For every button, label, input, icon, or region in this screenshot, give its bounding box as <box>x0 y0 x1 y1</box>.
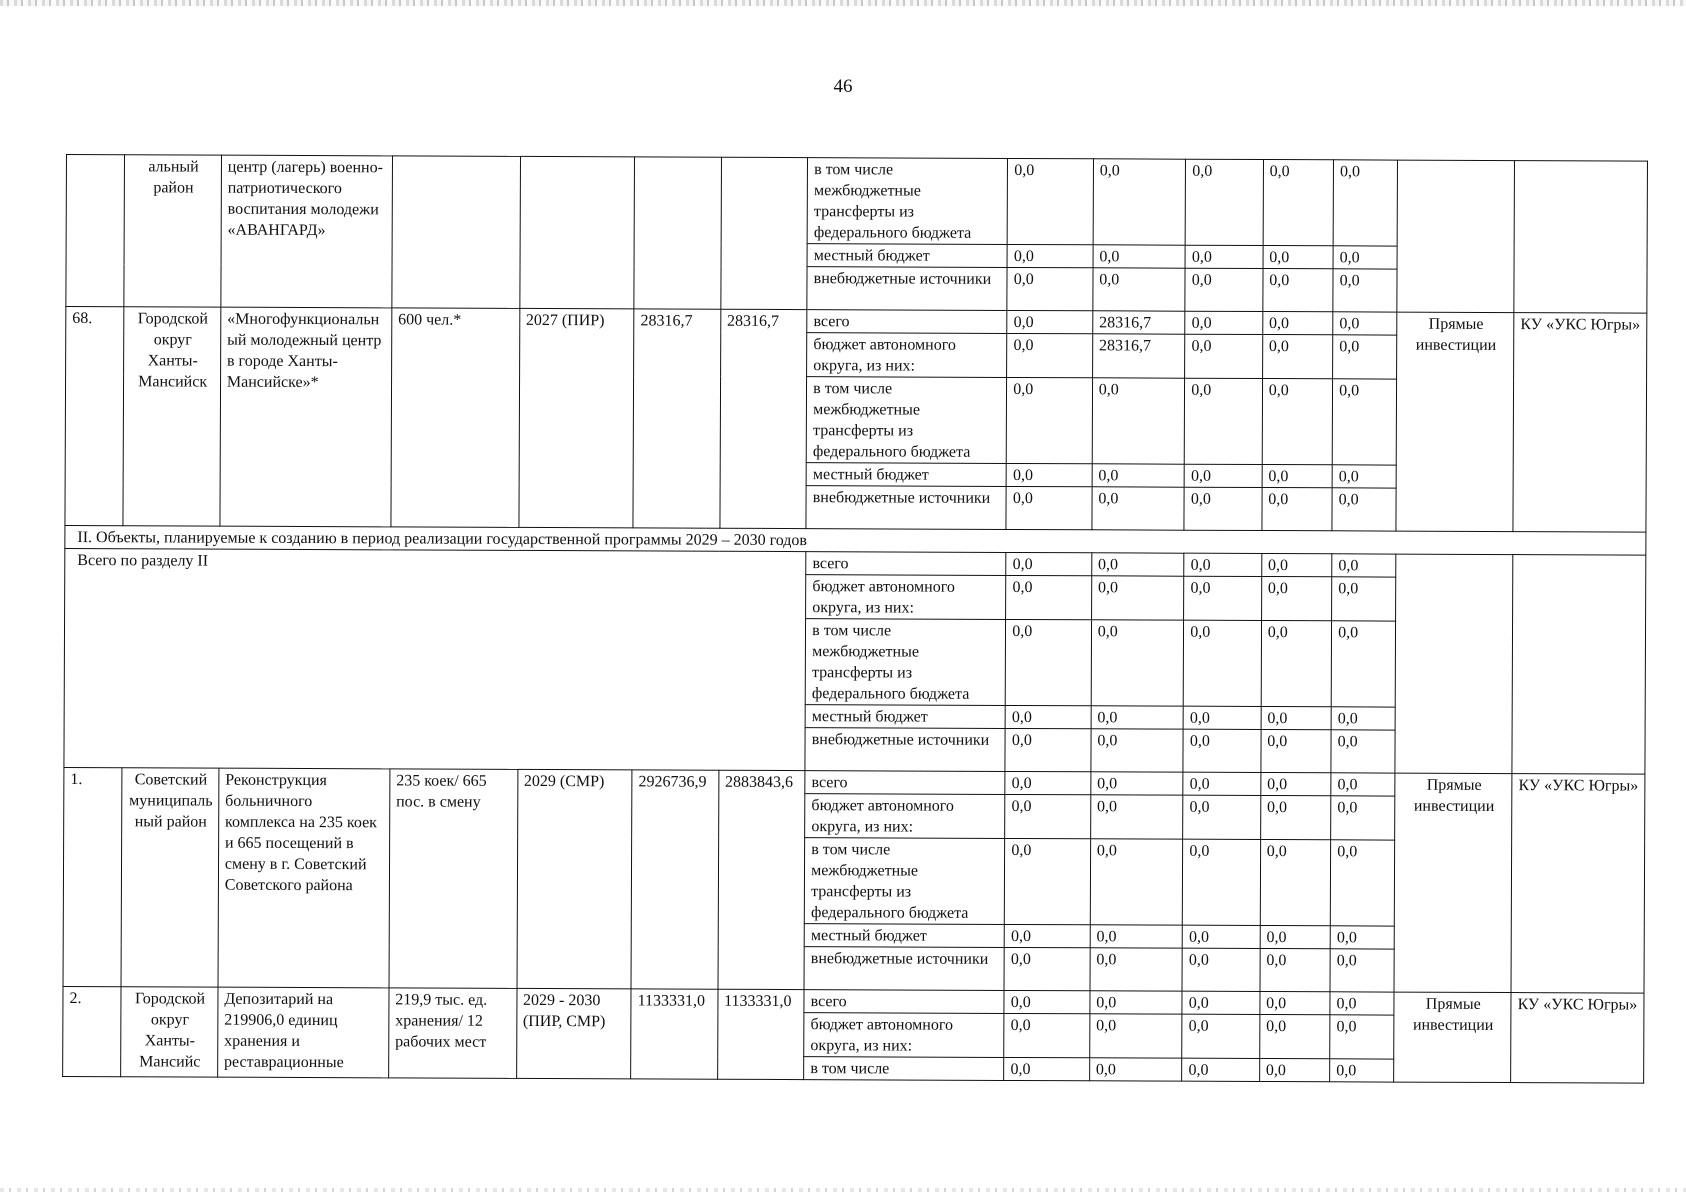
value-cell: 0,0 <box>1333 335 1398 379</box>
source-label: всего <box>805 771 1005 795</box>
value-cell: 0,0 <box>1090 795 1183 839</box>
investment-objects-table <box>62 154 1648 1084</box>
cell-number <box>66 155 125 307</box>
source-label: всего <box>804 990 1004 1014</box>
value-cell: 0,0 <box>1007 310 1093 333</box>
source-label: в том числе межбюджетные трансферты из федерального бюджета <box>806 377 1006 464</box>
value-cell: 0,0 <box>1183 839 1261 925</box>
value-cell: 28316,7 <box>1093 311 1186 334</box>
value-cell: 0,0 <box>1330 949 1395 992</box>
cell-number: 1. <box>63 767 122 986</box>
scan-edge-top <box>0 0 1686 6</box>
cell-remaining-cost: 1133331,0 <box>717 989 804 1079</box>
value-cell: 0,0 <box>1090 1014 1183 1058</box>
value-cell: 0,0 <box>1005 771 1091 794</box>
cell-investment-form: Прямые инвестиции <box>1394 773 1512 992</box>
value-cell: 0,0 <box>1330 1059 1394 1082</box>
value-cell: 0,0 <box>1007 267 1093 310</box>
value-cell: 0,0 <box>1090 991 1183 1014</box>
cell-period: 2027 (ПИР) <box>519 308 635 527</box>
value-cell: 0,0 <box>1007 244 1093 267</box>
value-cell: 0,0 <box>1260 949 1331 992</box>
value-cell: 0,0 <box>1185 245 1263 268</box>
value-cell: 0,0 <box>1091 729 1184 772</box>
cell-municipality: Советский муниципальный район <box>121 768 218 987</box>
value-cell: 0,0 <box>1007 333 1093 377</box>
value-cell: 0,0 <box>1004 924 1090 947</box>
value-cell: 0,0 <box>1093 159 1186 245</box>
value-cell: 0,0 <box>1004 947 1090 990</box>
section-2-heading: II. Объекты, планируемые к созданию в период реализации государственной программы 2029 – 2030 годов <box>65 525 1646 555</box>
value-cell: 0,0 <box>1184 553 1262 576</box>
cell-number: 68. <box>65 307 124 526</box>
value-cell: 0,0 <box>1260 992 1330 1015</box>
value-cell: 0,0 <box>1005 838 1091 924</box>
cell-period: 2029 (СМР) <box>517 769 633 988</box>
source-label: в том числе <box>804 1057 1004 1081</box>
cell-municipality: Городской округ Ханты-Мансийск <box>123 307 220 526</box>
page-number: 46 <box>833 76 853 97</box>
value-cell: 0,0 <box>1261 554 1331 577</box>
cell-capacity: 600 чел.* <box>391 308 520 528</box>
value-cell: 0,0 <box>1006 575 1092 619</box>
value-cell: 0,0 <box>1262 465 1332 488</box>
value-cell: 0,0 <box>1004 990 1090 1013</box>
value-cell: 0,0 <box>1331 773 1395 796</box>
value-cell: 0,0 <box>1091 772 1184 795</box>
value-cell: 0,0 <box>1330 926 1394 949</box>
source-label: в том числе межбюджетные трансферты из федерального бюджета <box>805 619 1005 706</box>
value-cell: 0,0 <box>1262 379 1333 465</box>
cell-period <box>519 156 634 308</box>
value-cell: 0,0 <box>1182 1058 1260 1081</box>
cell-customer: КУ «УКС Югры» <box>1513 313 1647 533</box>
value-cell: 0,0 <box>1330 992 1394 1015</box>
source-label: в том числе межбюджетные трансферты из федерального бюджета <box>804 838 1004 925</box>
value-cell: 0,0 <box>1092 464 1185 487</box>
value-cell: 0,0 <box>1182 925 1260 948</box>
source-label: местный бюджет <box>807 244 1007 268</box>
value-cell: 0,0 <box>1090 839 1183 925</box>
cell-customer <box>1512 555 1646 775</box>
value-cell: 0,0 <box>1331 730 1396 773</box>
value-cell: 0,0 <box>1184 487 1262 530</box>
value-cell: 0,0 <box>1261 577 1332 621</box>
source-label: местный бюджет <box>804 924 1004 948</box>
value-cell: 0,0 <box>1182 948 1260 991</box>
value-cell: 0,0 <box>1332 465 1396 488</box>
cell-object: Реконструкция больничного комплекса на 235 коек и 665 посещений в смену в г. Советский Советского района <box>218 768 390 988</box>
source-label: бюджет автономного округа, из них: <box>804 1013 1004 1058</box>
source-label: местный бюджет <box>806 463 1006 487</box>
value-cell: 0,0 <box>1185 268 1263 311</box>
cell-capacity <box>392 156 520 309</box>
cell-remaining-cost: 28316,7 <box>720 309 807 528</box>
value-cell: 0,0 <box>1092 553 1185 576</box>
cell-capacity: 219,9 тыс. ед. хранения/ 12 рабочих мест <box>388 988 516 1079</box>
value-cell: 0,0 <box>1091 576 1184 620</box>
value-cell: 0,0 <box>1183 620 1261 706</box>
value-cell: 0,0 <box>1260 796 1331 840</box>
section-2-total-label: Всего по разделу II <box>64 548 806 770</box>
value-cell: 0,0 <box>1089 1058 1182 1081</box>
value-cell: 0,0 <box>1185 159 1263 245</box>
value-cell: 0,0 <box>1262 488 1333 531</box>
source-label: бюджет автономного округа, из них: <box>805 794 1005 839</box>
cell-object: Депозитарий на 219906,0 единиц хранения и реставрационные <box>218 987 389 1078</box>
source-label: бюджет автономного округа, из них: <box>807 333 1007 378</box>
value-cell: 0,0 <box>1263 269 1334 312</box>
value-cell: 0,0 <box>1185 311 1263 334</box>
cell-object: центр (лагерь) военно-патриотического воспитания молодежи «АВАНГАРД» <box>221 155 393 308</box>
value-cell: 0,0 <box>1333 246 1397 269</box>
source-label: всего <box>806 552 1006 576</box>
value-cell: 0,0 <box>1262 312 1332 335</box>
cell-estimated-cost: 2926736,9 <box>631 770 718 989</box>
value-cell: 0,0 <box>1260 840 1331 926</box>
value-cell: 0,0 <box>1185 334 1263 378</box>
value-cell: 0,0 <box>1260 926 1330 949</box>
value-cell: 0,0 <box>1182 991 1260 1014</box>
cell-investment-form <box>1397 160 1514 312</box>
cell-capacity: 235 коек/ 665 пос. в смену <box>389 769 518 989</box>
value-cell: 0,0 <box>1183 795 1261 839</box>
value-cell: 0,0 <box>1007 158 1093 244</box>
cell-estimated-cost <box>634 157 721 309</box>
cell-customer: КУ «УКС Югры» <box>1511 774 1645 994</box>
value-cell: 0,0 <box>1261 730 1332 773</box>
cell-municipality: Городской округ Ханты-Мансийс <box>121 987 218 1077</box>
value-cell: 0,0 <box>1331 621 1396 707</box>
source-label: в том числе межбюджетные трансферты из федерального бюджета <box>807 158 1007 245</box>
cell-period: 2029 - 2030 (ПИР, СМР) <box>516 988 631 1078</box>
value-cell: 0,0 <box>1093 268 1186 311</box>
value-cell: 0,0 <box>1333 312 1397 335</box>
value-cell: 0,0 <box>1183 772 1261 795</box>
value-cell: 0,0 <box>1330 840 1395 926</box>
source-label: внебюджетные источники <box>805 728 1005 772</box>
value-cell: 0,0 <box>1263 246 1333 269</box>
table-row-continued <box>66 155 1647 248</box>
value-cell: 0,0 <box>1261 621 1332 707</box>
value-cell: 0,0 <box>1331 707 1395 730</box>
value-cell: 0,0 <box>1332 488 1397 531</box>
value-cell: 0,0 <box>1091 620 1184 706</box>
scan-edge-bottom <box>0 1188 1686 1192</box>
value-cell: 0,0 <box>1184 576 1262 620</box>
cell-number: 2. <box>63 986 122 1076</box>
value-cell: 0,0 <box>1093 245 1186 268</box>
value-cell: 0,0 <box>1006 552 1092 575</box>
value-cell: 0,0 <box>1332 577 1397 621</box>
value-cell: 0,0 <box>1004 1013 1090 1057</box>
value-cell: 0,0 <box>1092 378 1185 464</box>
value-cell: 0,0 <box>1333 269 1398 312</box>
cell-remaining-cost <box>721 157 808 309</box>
value-cell: 0,0 <box>1332 379 1397 465</box>
value-cell: 0,0 <box>1183 729 1261 772</box>
cell-customer: КУ «УКС Югры» <box>1511 993 1644 1084</box>
value-cell: 0,0 <box>1005 619 1091 705</box>
cell-municipality: альный район <box>124 155 221 307</box>
value-cell: 0,0 <box>1182 1014 1260 1058</box>
value-cell: 0,0 <box>1006 486 1092 529</box>
cell-remaining-cost: 2883843,6 <box>718 770 805 989</box>
value-cell: 0,0 <box>1005 705 1091 728</box>
value-cell: 0,0 <box>1185 378 1263 464</box>
value-cell: 0,0 <box>1183 706 1261 729</box>
cell-customer <box>1514 161 1647 314</box>
source-label: бюджет автономного округа, из них: <box>806 575 1006 620</box>
source-label: внебюджетные источники <box>806 486 1006 530</box>
value-cell: 28316,7 <box>1092 334 1185 378</box>
cell-investment-form: Прямые инвестиции <box>1394 992 1511 1082</box>
value-cell: 0,0 <box>1092 487 1185 530</box>
value-cell: 0,0 <box>1259 1015 1330 1059</box>
value-cell: 0,0 <box>1331 796 1396 840</box>
source-label: внебюджетные источники <box>804 947 1004 991</box>
cell-investment-form <box>1395 554 1513 773</box>
value-cell: 0,0 <box>1263 160 1334 246</box>
value-cell: 0,0 <box>1333 160 1398 246</box>
value-cell: 0,0 <box>1007 377 1093 463</box>
cell-investment-form: Прямые инвестиции <box>1396 312 1514 531</box>
value-cell: 0,0 <box>1330 1015 1395 1059</box>
value-cell: 0,0 <box>1259 1059 1329 1082</box>
cell-estimated-cost: 1133331,0 <box>631 989 718 1079</box>
source-label: внебюджетные источники <box>807 267 1007 311</box>
cell-estimated-cost: 28316,7 <box>633 309 720 528</box>
source-label: всего <box>807 310 1007 334</box>
value-cell: 0,0 <box>1091 706 1184 729</box>
source-label: местный бюджет <box>805 705 1005 729</box>
value-cell: 0,0 <box>1006 463 1092 486</box>
cell-object: «Многофункциональный молодежный центр в городе Ханты-Мансийске»* <box>220 307 392 527</box>
value-cell: 0,0 <box>1332 554 1396 577</box>
value-cell: 0,0 <box>1261 773 1331 796</box>
value-cell: 0,0 <box>1090 948 1183 991</box>
value-cell: 0,0 <box>1004 1057 1090 1080</box>
value-cell: 0,0 <box>1261 707 1331 730</box>
value-cell: 0,0 <box>1090 925 1183 948</box>
value-cell: 0,0 <box>1005 794 1091 838</box>
value-cell: 0,0 <box>1262 335 1333 379</box>
value-cell: 0,0 <box>1184 464 1262 487</box>
value-cell: 0,0 <box>1005 728 1091 771</box>
